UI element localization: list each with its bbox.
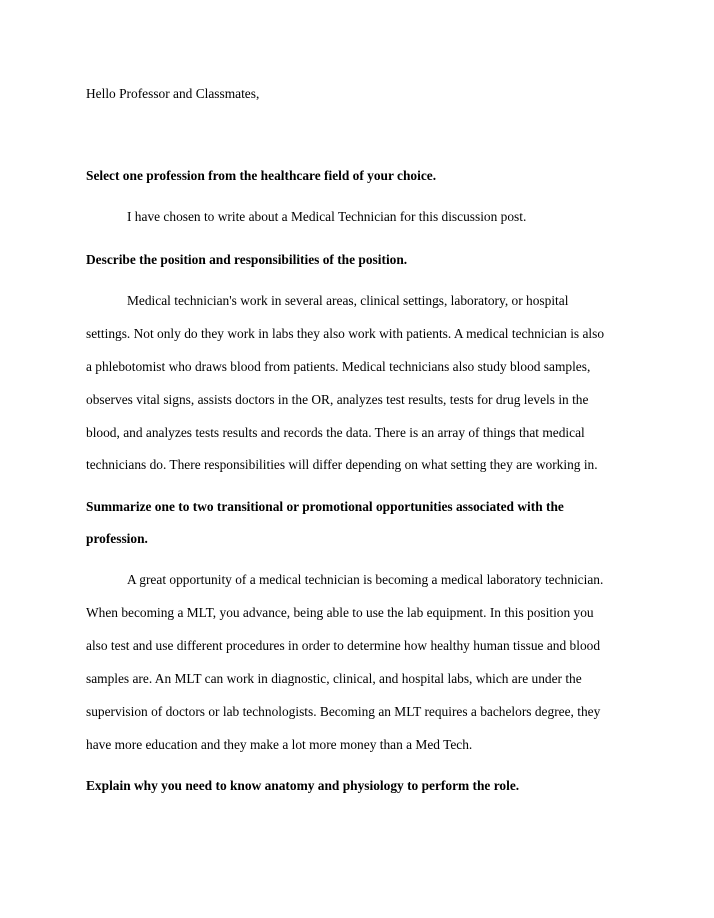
section-heading-opportunities-cont: profession.: [86, 531, 148, 546]
section-heading-anatomy: Explain why you need to know anatomy and physiology to perform the role.: [86, 778, 520, 793]
paragraph-line: A great opportunity of a medical technician is becoming a medical laboratory technician.: [127, 572, 604, 587]
paragraph-line: have more education and they make a lot more money than a Med Tech.: [86, 737, 473, 752]
greeting: Hello Professor and Classmates,: [86, 86, 260, 101]
paragraph-line: Medical technician's work in several areas, clinical settings, laboratory, or hospital: [127, 293, 569, 308]
paragraph-line: technicians do. There responsibilities will differ depending on what setting they are working in.: [86, 457, 598, 472]
paragraph-line: supervision of doctors or lab technologists. Becoming an MLT requires a bachelors degree, they: [86, 704, 601, 719]
paragraph-line: observes vital signs, assists doctors in the OR, analyzes test results, tests for drug levels in the: [86, 392, 589, 407]
section-heading-opportunities: Summarize one to two transitional or promotional opportunities associated with the: [86, 499, 564, 514]
section-heading-responsibilities: Describe the position and responsibilities of the position.: [86, 252, 408, 267]
section-heading-profession: Select one profession from the healthcare field of your choice.: [86, 168, 437, 183]
paragraph-line: also test and use different procedures in order to determine how healthy human tissue and blood: [86, 638, 601, 653]
paragraph-line: When becoming a MLT, you advance, being able to use the lab equipment. In this position you: [86, 605, 594, 620]
paragraph-line: settings. Not only do they work in labs they also work with patients. A medical technician is also: [86, 326, 605, 341]
paragraph-line: a phlebotomist who draws blood from patients. Medical technicians also study blood samples,: [86, 359, 591, 374]
paragraph-line: samples are. An MLT can work in diagnostic, clinical, and hospital labs, which are under the: [86, 671, 582, 686]
paragraph-line: blood, and analyzes tests results and records the data. There is an array of things that medical: [86, 425, 585, 440]
paragraph-line: I have chosen to write about a Medical Technician for this discussion post.: [127, 209, 527, 224]
